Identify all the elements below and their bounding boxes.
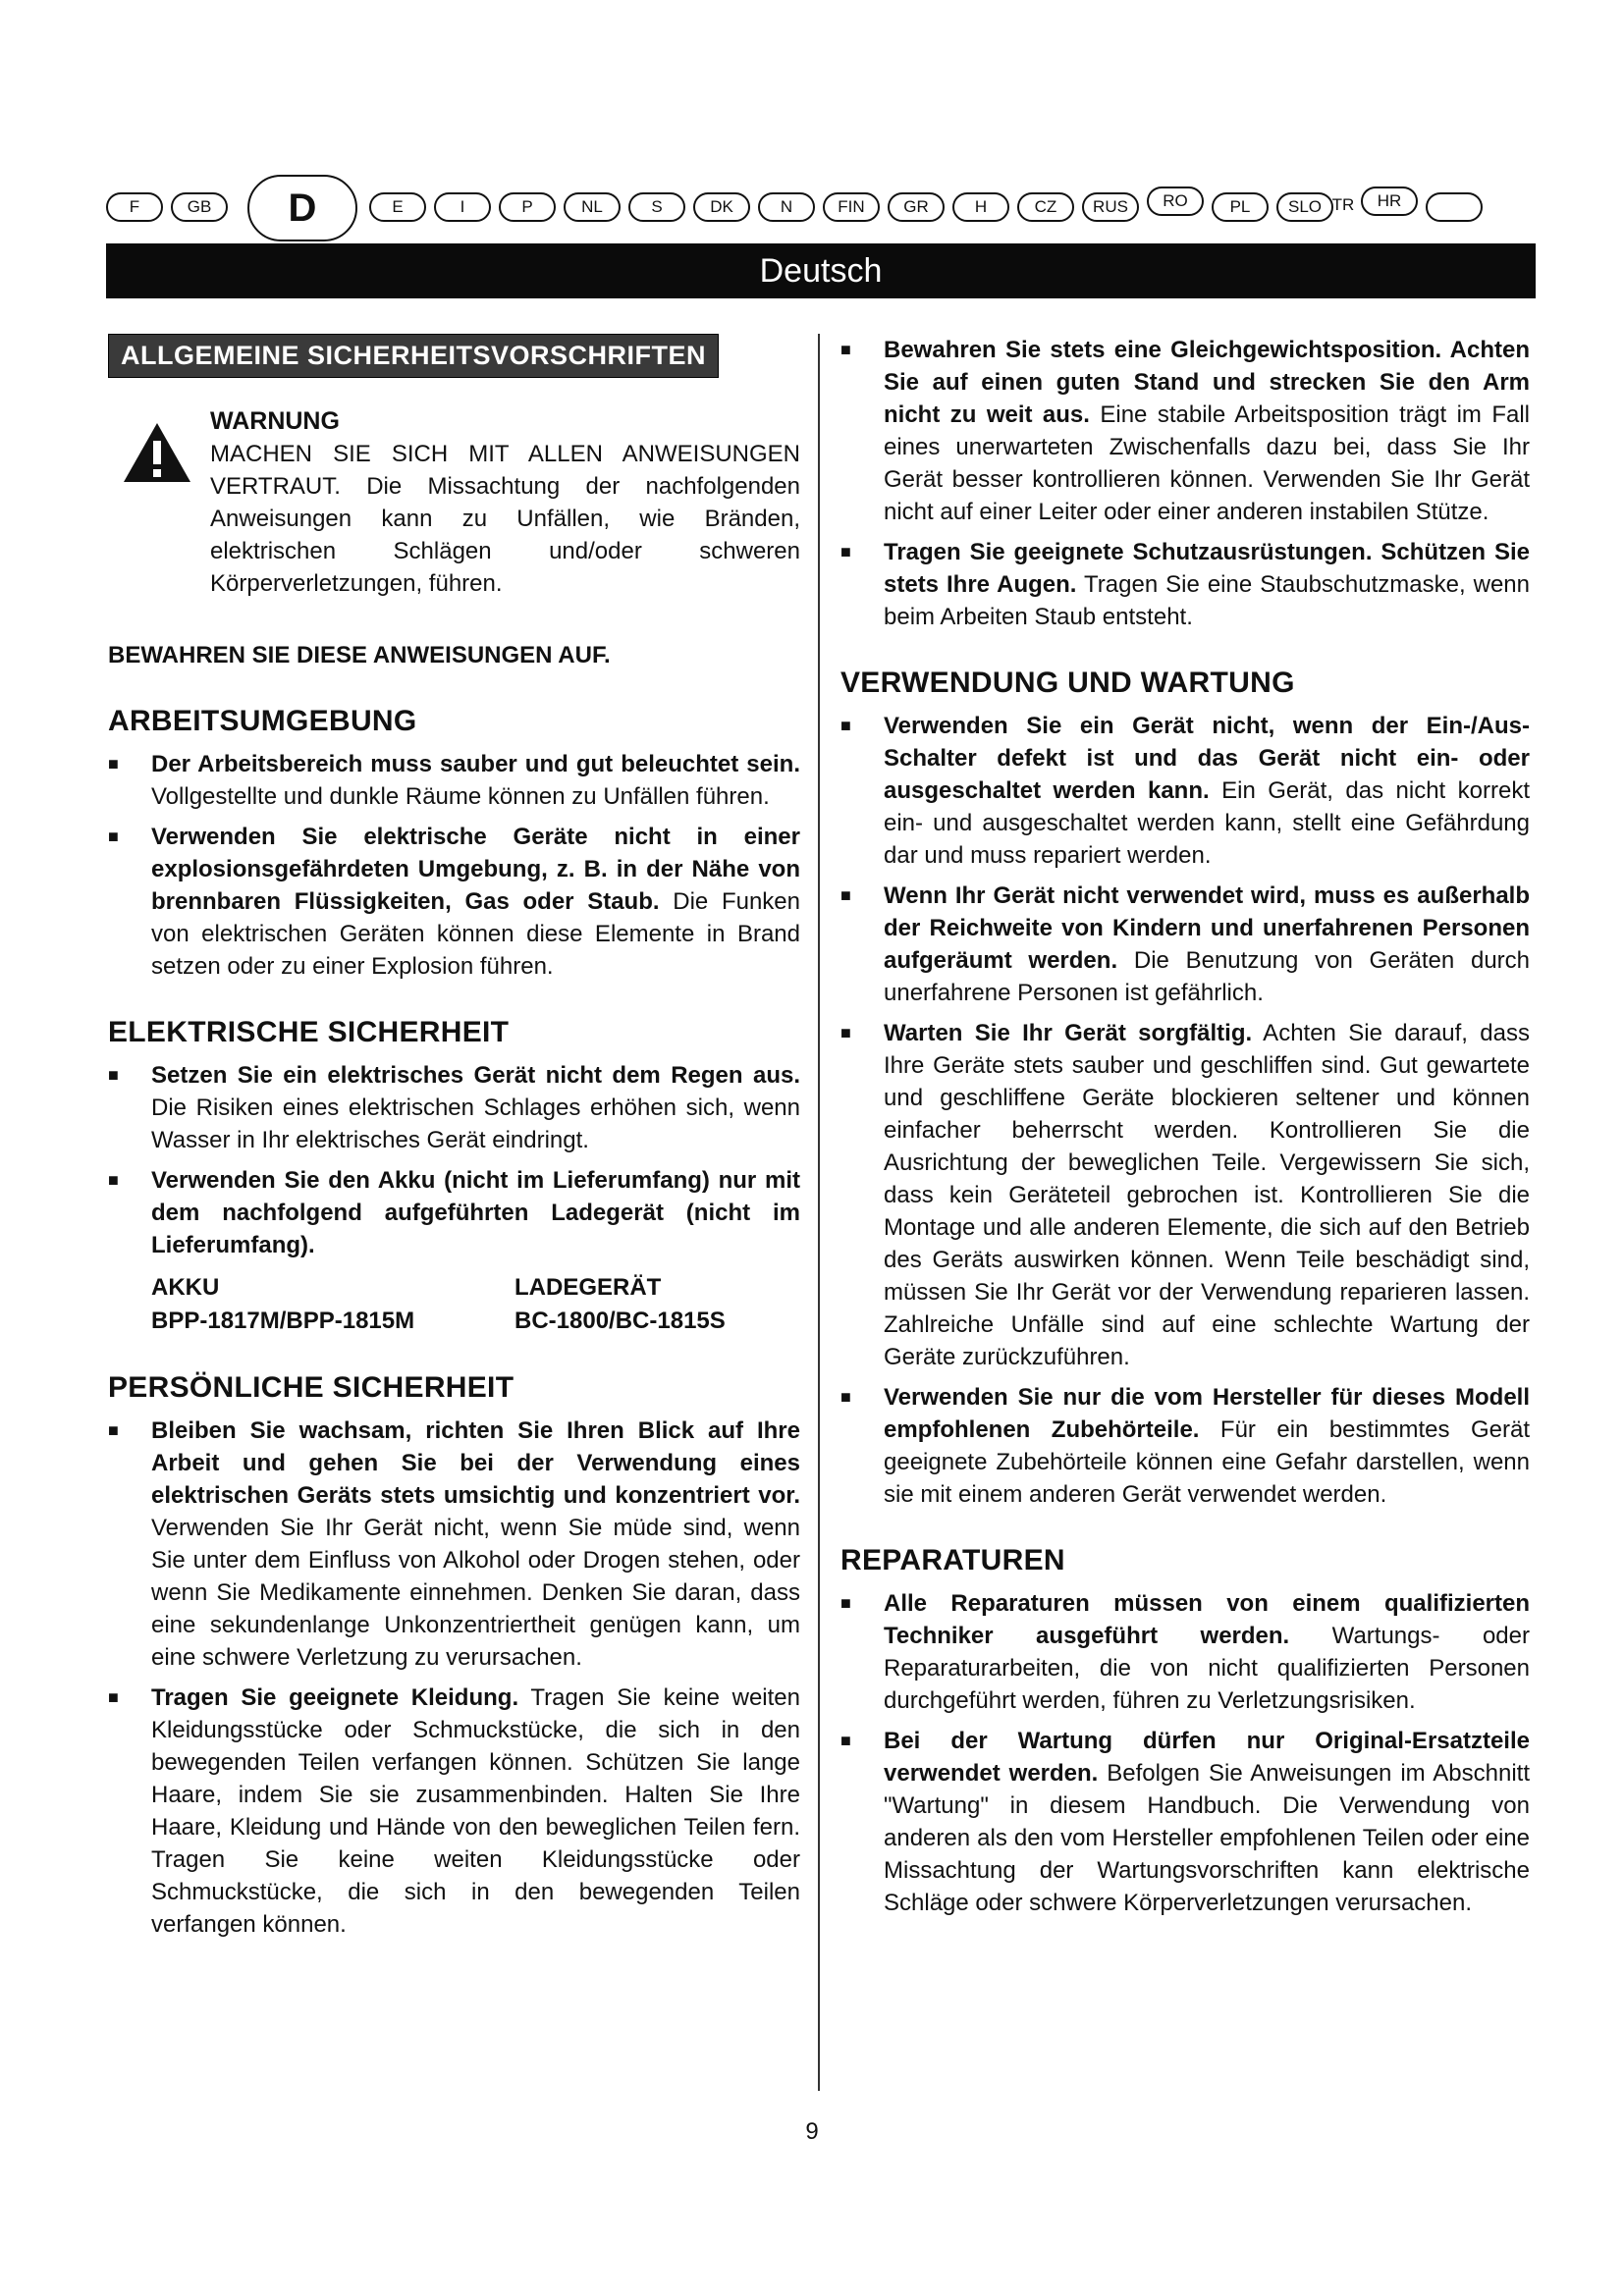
bullet-icon: ■ (108, 827, 119, 846)
left-column (108, 334, 800, 1949)
bullet-icon: ■ (840, 716, 851, 735)
heading-verwendung-wartung: VERWENDUNG UND WARTUNG (840, 667, 1295, 699)
battery-charger-table (151, 1271, 800, 1338)
list-item (108, 1164, 800, 1261)
lang-pill-i[interactable]: I (434, 192, 491, 222)
lang-pill-empty[interactable] (1426, 192, 1483, 222)
warning-title: WARNUNG (210, 407, 340, 435)
item-bold: Warten Sie Ihr Gerät sorgfältig. (884, 1020, 1253, 1046)
bullet-icon: ■ (108, 1065, 119, 1085)
bullet-icon: ■ (108, 1170, 119, 1190)
item-text: Tragen Sie keine weiten Kleidungsstücke oder Schmuckstücke, die sich in den bewegenden Teilen verfangen können. Schützen Sie lange Haare, indem Sie sie zusammenbinden. Halten Sie Ihre Haare, Kleidung und Hände von den beweglichen Teilen fern. Tragen Sie keine weiten Kleidungsstücke oder Schmuckstücke, die sich in den bewegenden Teilen verfangen können. (151, 1684, 801, 1938)
lang-pill-e[interactable]: E (369, 192, 426, 222)
item-text: Tragen Sie eine Staubschutzmaske, wenn beim Arbeiten Staub entsteht. (884, 571, 1530, 630)
item-text: Ein Gerät, das nicht korrekt ein- und ausgeschaltet werden kann, stellt eine Gefährdung dar und muss repariert werden. (884, 777, 1531, 869)
lang-pill-nl[interactable]: NL (564, 192, 621, 222)
item-text: Wartungs- oder Reparaturarbeiten, die von nicht qualifizierten Personen durchgeführt werden, führen zu Verletzungsrisiken. (884, 1623, 1530, 1714)
item-text: Achten Sie darauf, dass Ihre Geräte stets sauber und geschliffen sind. Gut gewartete und geschliffene Geräte blockieren seltener und können einfacher beherrscht werden. Kontrollieren Sie die Ausrichtung der beweglichen Teile. Vergewissern Sie sich, dass kein Geräteteil gebrochen ist. Kontrollieren Sie die Montage und alle anderen Elemente, die sich auf den Betrieb des Geräts auswirken können. Wenn Teile beschädigt sind, müssen Sie Ihr Gerät vor der Verwendung reparieren lassen. Zahlreiche Unfälle sind auf eine schlechte Wartung der Geräte zurückzuführen. (884, 1020, 1530, 1370)
lang-pill-gr[interactable]: GR (888, 192, 945, 222)
lang-pill-ro[interactable]: RO (1147, 187, 1204, 216)
item-bold: Der Arbeitsbereich muss sauber und gut beleuchtet sein. (151, 751, 800, 777)
list-item (108, 748, 800, 813)
heading-persoenliche-sicherheit: PERSÖNLICHE SICHERHEIT (108, 1371, 514, 1404)
general-safety-heading: ALLGEMEINE SICHERHEITSVORSCHRIFTEN (108, 334, 719, 378)
bullet-icon: ■ (840, 885, 851, 905)
list-item (108, 1059, 800, 1156)
lang-pill-f[interactable]: F (106, 192, 163, 222)
list-item (108, 821, 800, 983)
item-bold: Bleiben Sie wachsam, richten Sie Ihren Blick auf Ihre Arbeit und gehen Sie bei der Verwendung eines elektrischen Geräts stets umsichtig und konzentriert vor. (151, 1417, 800, 1509)
warning-block (108, 405, 800, 600)
lang-pill-cz[interactable]: CZ (1017, 192, 1074, 222)
list-item (840, 1725, 1530, 1919)
lang-pill-hr[interactable]: HR (1361, 187, 1418, 216)
lang-pill-rus[interactable]: RUS (1082, 192, 1139, 222)
lang-pill-gb[interactable]: GB (171, 192, 228, 222)
item-text: Vollgestellte und dunkle Räume können zu Unfällen führen. (151, 783, 770, 810)
item-text: Für ein bestimmtes Gerät geeignete Zubehörteile können eine Gefahr darstellen, wenn sie mit einem anderen Gerät verwendet werden. (884, 1416, 1530, 1508)
heading-reparaturen: REPARATUREN (840, 1544, 1065, 1576)
item-text: Befolgen Sie Anweisungen im Abschnitt "Wartung" in diesem Handbuch. Die Verwendung von anderen als den vom Hersteller empfohlenen Teilen oder eine Missachtung der Wartungsvorschriften kann elektrische Schläge oder schwere Körperverletzungen verursachen. (884, 1760, 1530, 1916)
bullet-icon: ■ (840, 1593, 851, 1613)
item-bold: Wenn Ihr Gerät nicht verwendet wird, muss es außerhalb der Reichweite von Kindern und unerfahrenen Personen aufgeräumt werden. (884, 882, 1530, 974)
language-banner: Deutsch (106, 243, 1536, 298)
bullet-icon: ■ (840, 542, 851, 561)
lang-pill-slo[interactable]: SLO (1276, 192, 1333, 222)
item-bold: Bei der Wartung dürfen nur Original-Ersatzteile verwendet werden. (884, 1728, 1530, 1787)
page-number: 9 (805, 2118, 819, 2145)
list-item (840, 1381, 1530, 1511)
lang-pill-tr[interactable]: TR (1331, 195, 1355, 214)
akku-value: BPP-1817M/BPP-1815M (151, 1308, 415, 1334)
item-bold: Verwenden Sie den Akku (nicht im Lieferumfang) nur mit dem nachfolgend aufgeführten Ladegerät (nicht im Lieferumfang). (151, 1167, 800, 1258)
list-item (108, 1415, 800, 1674)
item-text: Verwenden Sie Ihr Gerät nicht, wenn Sie müde sind, wenn Sie unter dem Einfluss von Alkohol oder Drogen stehen, oder wenn Sie Medikamente einnehmen. Denken Sie daran, dass eine sekundenlange Unkonzentriertheit genügen kann, um eine schwere Verletzung zu verursachen. (151, 1515, 800, 1671)
warning-triangle-icon (122, 421, 192, 484)
item-bold: Setzen Sie ein elektrisches Gerät nicht dem Regen aus. (151, 1062, 800, 1089)
item-bold: Bewahren Sie stets eine Gleichgewichtsposition. Achten Sie auf einen guten Stand und strecken Sie den Arm nicht zu weit aus. (884, 337, 1530, 428)
bullet-icon: ■ (840, 340, 851, 359)
item-bold: Tragen Sie geeignete Schutzausrüstungen. Schützen Sie stets Ihre Augen. (884, 539, 1530, 598)
list-item (840, 536, 1530, 633)
lang-pill-dk[interactable]: DK (693, 192, 750, 222)
column-divider (818, 334, 820, 2091)
lang-pill-s[interactable]: S (628, 192, 685, 222)
lang-pill-p[interactable]: P (499, 192, 556, 222)
language-selector (106, 175, 1540, 245)
bullet-icon: ■ (840, 1023, 851, 1042)
keep-instructions: BEWAHREN SIE DIESE ANWEISUNGEN AUF. (108, 642, 611, 668)
list-item (840, 710, 1530, 872)
bullet-icon: ■ (840, 1387, 851, 1407)
heading-elektrische-sicherheit: ELEKTRISCHE SICHERHEIT (108, 1016, 510, 1048)
heading-arbeitsumgebung: ARBEITSUMGEBUNG (108, 705, 417, 737)
item-text: Die Funken von elektrischen Geräten können diese Elemente in Brand setzen oder zu einer Explosion führen. (151, 888, 800, 980)
list-item (840, 1587, 1530, 1717)
item-bold: Alle Reparaturen müssen von einem qualifizierten Techniker ausgeführt werden. (884, 1590, 1530, 1649)
bullet-icon: ■ (108, 754, 119, 774)
right-column (840, 334, 1530, 1927)
item-bold: Tragen Sie geeignete Kleidung. (151, 1684, 519, 1711)
item-text: Eine stabile Arbeitsposition trägt im Fall eines unerwarteten Zwischenfalls dazu bei, dass Sie Ihr Gerät besser kontrollieren können. Verwenden Sie Ihr Gerät nicht auf einer Leiter oder einer anderen instabilen Stütze. (884, 401, 1530, 525)
lang-pill-fin[interactable]: FIN (823, 192, 880, 222)
list-item (840, 880, 1530, 1009)
list-item (108, 1682, 800, 1941)
bullet-icon: ■ (108, 1687, 119, 1707)
ladegeraet-value: BC-1800/BC-1815S (514, 1308, 726, 1334)
warning-text: MACHEN SIE SICH MIT ALLEN ANWEISUNGEN VERTRAUT. Die Missachtung der nachfolgenden Anweisungen kann zu Unfällen, wie Bränden, elektrischen Schlägen und/oder schweren Körperverletzungen, führen. (210, 441, 800, 597)
item-bold: Verwenden Sie ein Gerät nicht, wenn der Ein-/Aus-Schalter defekt ist und das Gerät nicht ein- oder ausgeschaltet werden kann. (884, 713, 1530, 804)
bullet-icon: ■ (840, 1731, 851, 1750)
list-item (840, 334, 1530, 528)
lang-pill-h[interactable]: H (952, 192, 1009, 222)
item-bold: Verwenden Sie nur die vom Hersteller für dieses Modell empfohlenen Zubehörteile. (884, 1384, 1530, 1443)
item-text: Die Benutzung von Geräten durch unerfahrene Personen ist gefährlich. (884, 947, 1531, 1006)
lang-pill-n[interactable]: N (758, 192, 815, 222)
bullet-icon: ■ (108, 1420, 119, 1440)
lang-pill-d-active[interactable]: D (247, 175, 357, 241)
lang-pill-pl[interactable]: PL (1212, 192, 1269, 222)
akku-header: AKKU (151, 1274, 220, 1301)
item-text: Die Risiken eines elektrischen Schlages erhöhen sich, wenn Wasser in Ihr elektrisches Gerät eindringt. (151, 1095, 800, 1153)
list-item (840, 1017, 1530, 1373)
item-bold: Verwenden Sie elektrische Geräte nicht in einer explosionsgefährdeten Umgebung, z. B. in der Nähe von brennbaren Flüssigkeiten, Gas oder Staub. (151, 824, 800, 915)
ladegeraet-header: LADEGERÄT (514, 1274, 662, 1301)
